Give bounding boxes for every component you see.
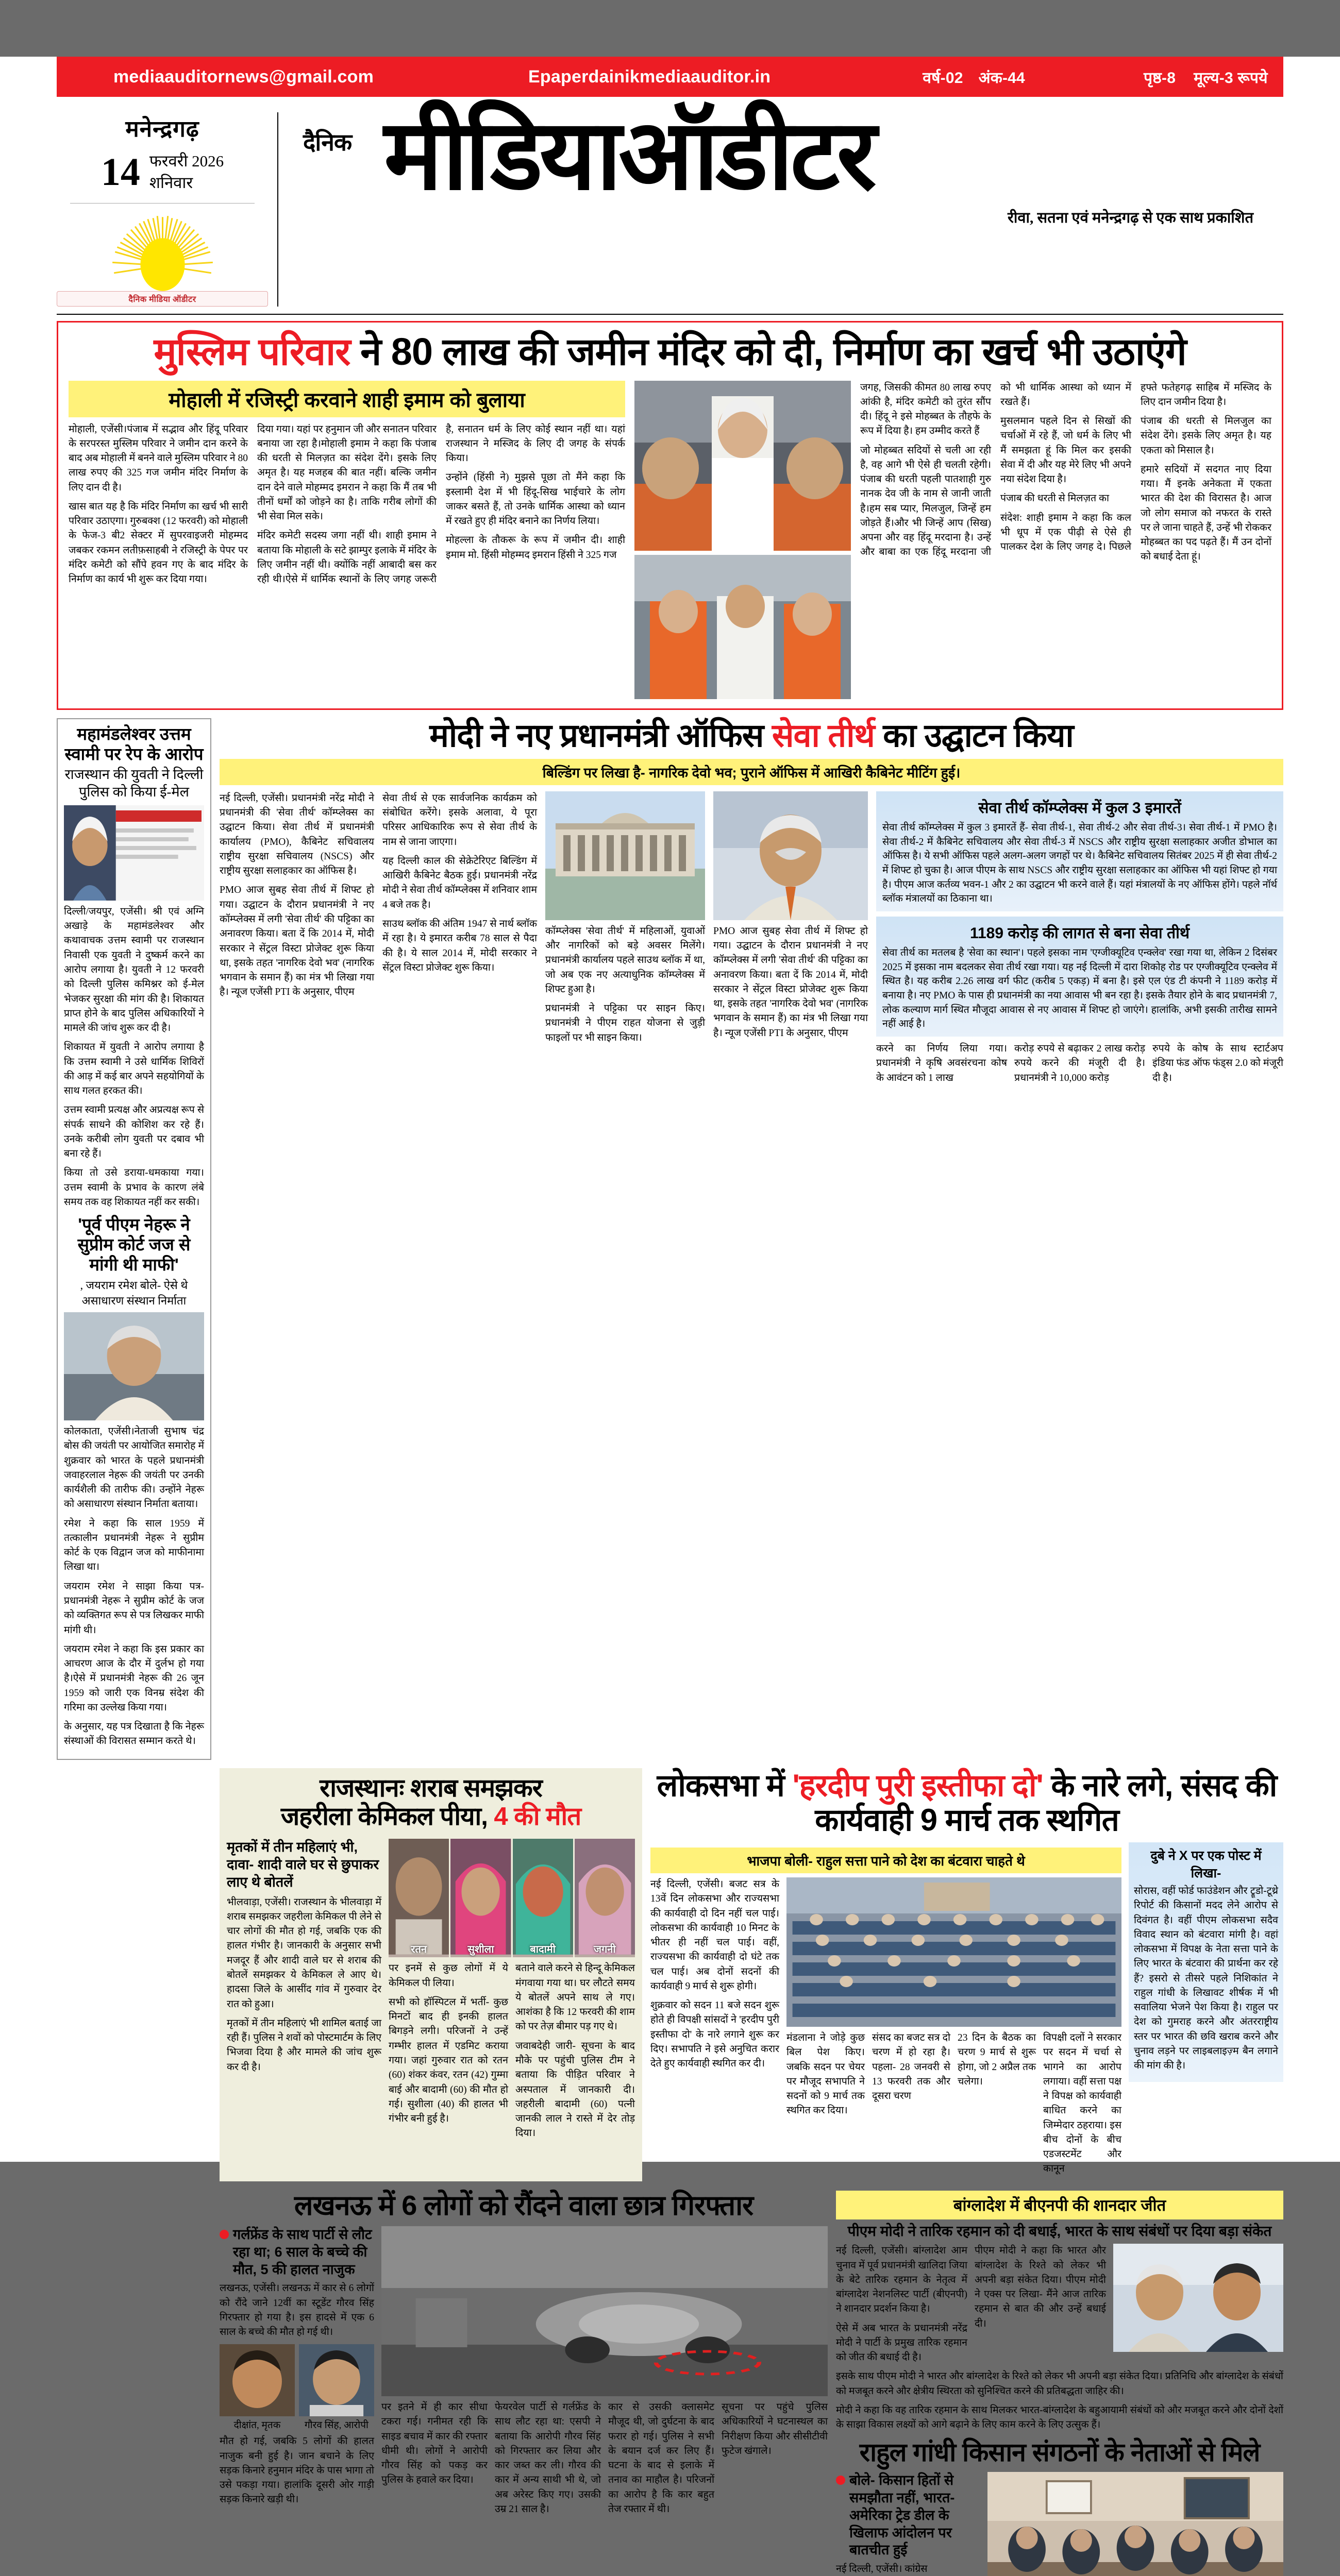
bangladesh-subhead: पीएम मोदी ने तारिक रहमान को दी बधाई, भारत के साथ संबंधों पर दिया बड़ा संकेत xyxy=(847,2223,1272,2239)
swami-photo xyxy=(64,805,204,901)
masthead-prefix: दैनिक xyxy=(303,129,352,156)
loksabha-para-4: संसद का बजट सत्र दो चरण में हो रहा है। पहला- 28 जनवरी से 13 फरवरी तक और दूसरा चरण xyxy=(872,2032,950,2102)
rahul-bullet xyxy=(836,2472,980,2559)
rajasthan-para-1: भीलवाड़ा, एजेंसी। राजस्थान के भीलवाड़ा में शराब समझकर जहरीला केमिकल पी लेने से चार लोगों की मौत हो गई, जबकि एक की हालत गंभीर है। जानकारी के अनुसार सभी मजदूर हैं और शादी वाले घर से शराब की बोतलें समझकर ये केमिकल ले आए थे। हादसा जिले के आसींद गांव में गुरुवार देर रात को हुआ। xyxy=(227,1896,381,2010)
seva-headline-pre: मोदी ने नए प्रधानमंत्री ऑफिस xyxy=(429,717,772,754)
date-weekday: शनिवार xyxy=(149,173,193,192)
seva-box2-text: सेवा तीर्थ का मतलब है 'सेवा का स्थान'। पहले इसका नाम 'एग्जीक्यूटिव एन्क्लेव' रखा गया था, लेकिन 2 दिसंबर 2025 में इसका नाम बदलकर सेवा तीर्थ रखा गया। यह नई दिल्ली में दारा शिकोह रोड पर एग्जीक्यूटिव एन्क्लेव में स्थित है। यह करीब 2.26 लाख वर्ग फीट (करीब 5 एकड़) में बना है। इसे एल एंड टी कंपनी ने 1189 करोड़ में बनाया है। नए PMO के पास ही प्रधानमंत्री का नया आवास भी बन रहा है। इसके तैयार होने के बाद प्रधानमंत्री 7, लोक कल्याण मार्ग स्थित मौजूदा आवास से नए आवास में शिफ्ट हो जाएंगे। हालांकि, अभी इसकी तारीख सामने नहीं आई है। xyxy=(882,947,1277,1030)
dubey-box-text: सोरास, वहीं फोर्ड फाउंडेशन और ट्रूडो-टूथ्रे रिपोर्ट की किसानों मदद लेने आरोप से दिवंगत है। वहीं पीएम लोकसभा सदैव विवाद स्थान को बंटवारा मांगी है। वहां लोकसभा में विपक्ष के नेता सत्ता पाने के लिए भारत के बंटवारा की प्रार्थना कर रहे हैं? इसरो से तीसरे पहले निशिकांत ने राहुल गांधी के लिखावट शीर्षक में भी सवालिया भेजने पेश किया है। राहुल पर देश को गुमराह करने और अंतरराष्ट्रीय स्तर पर भारत की छवि खराब करने और चुनाव लड़ने पर लाइबलाइज़्म बैन लगाने की मांग की है। xyxy=(1134,1886,1278,2072)
swami-headline: महामंडलेश्वर उत्तम स्वामी पर रेप के आरोप xyxy=(64,724,204,764)
lead-para-10: पंजाब की धरती से मिलज़त का xyxy=(1000,493,1109,504)
date-day: 14 xyxy=(100,150,140,194)
rajasthan-headline xyxy=(227,1774,635,1831)
nehru-para-3: जयराम रमेश ने साझा किया पत्र-प्रधानमंत्री नेहरू ने सुप्रीम कोर्ट के जज को व्यक्तिगत रूप से पत्र लिखकर माफी मांगी थी। xyxy=(64,1581,204,1636)
seva-para-3: सेवा तीर्थ से एक सार्वजनिक कार्यक्रम को संबोधित करेंगे। इसके अलावा, ये पूरा परिसर आधिकारिक रूप से सेवा तीर्थ के नाम से जाना जाएगा। xyxy=(382,792,537,848)
seva-info-box-1 xyxy=(876,791,1283,911)
loksabha-para-1: नई दिल्ली, एजेंसी। बजट सत्र के 13वें दिन लोकसभा और राज्यसभा की कार्यवाही दो दिन नहीं चल पाई। लोकसभा की कार्यवाही 10 मिनट के भीतर ही नहीं चल पाई। वहीं, राज्यसभा की कार्यवाही दो घंटे तक चल पाई। अब दोनों सदनों की कार्यवाही 9 मार्च से शुरू होगी। xyxy=(650,1879,779,1992)
loksabha-para-2: शुक्रवार को सदन 11 बजे सदन शुरू होते ही विपक्षी सांसदों ने 'हरदीप पुरी इस्तीफा दो' के नारे लगाने शुरू कर दिए। सभापति ने इसे अनुचित करार देते हुए कार्यवाही स्थगित कर दी। xyxy=(650,2000,779,2070)
lead-photo-imam xyxy=(634,381,851,551)
rahul-headline: राहुल गांधी किसान संगठनों के नेताओं से मिले xyxy=(859,2438,1260,2467)
rajasthan-para-4: सभी को हॉस्पिटल में भर्ती- कुछ मिनटों बाद ही इनकी हालत बिगड़ने लगी। परिजनों ने उन्हें गम्भीर हालत में एडमिट कराया गया। जहां गुरुवार रात को रतन (60) शंकर कंवर, रतन (42) गुम्मा बाई और बादामी (60) की मौत हो गई। सुशीला (40) की हालत भी गंभीर बनी हुई है। xyxy=(389,1996,508,2125)
lead-para-9: मुसलमान पहले दिन से सिखों की चर्चाओं में रहे हैं, जो धर्म के लिए भी मैं समझता हूं कि मिल कर इसकी सेवा में दी और यह मेरे लिए भी अपने नया संदेश दिया है। xyxy=(1000,416,1131,485)
masthead xyxy=(57,100,1283,307)
bangladesh-para-4: इसके साथ पीएम मोदी ने भारत और बांग्लादेश के रिश्ते को लेकर भी अपनी बड़ा संकेत दिया। प्रतिनिधि और बांग्लादेश के संबंधों को मजबूत करने और क्षेत्रीय स्थिरता को सुनिश्चित करने की प्रतिबद्धता जाहिर की। xyxy=(836,2371,1283,2397)
seva-box1-text: सेवा तीर्थ कॉम्प्लेक्स में कुल 3 इमारतें हैं- सेवा तीर्थ-1, सेवा तीर्थ-2 और सेवा तीर्थ-3। सेवा तीर्थ-1 में PMO है। सेवा तीर्थ-2 में कैबिनेट सचिवालय और सेवा तीर्थ-3 में NSCS और राष्ट्रीय सुरक्षा सलाहकार अजीत डोभाल का ऑफिस है। ये सभी ऑफिस पहले अलग-अलग जगहों पर थे। कैबिनेट सचिवालय सितंबर 2025 में ही सेवा तीर्थ-2 में शिफ्ट हो चुका है। आज पीएम के साथ NSCS और राष्ट्रीय सुरक्षा सलाहकार का ऑफिस भी यहां शिफ्ट हो गया है। पीएम आज कर्तव्य भवन-1 और 2 का उद्घाटन भी करने वाले हैं। यहां मंत्रालयों के नए ऑफिस होंगे। पहले नॉर्थ ब्लॉक मंत्रालयों का ठिकाना था। xyxy=(882,822,1277,905)
lead-photo-crowd xyxy=(634,555,851,699)
edition-city: मनेन्द्रगढ़ xyxy=(125,116,199,142)
seva-foot-1: करने का निर्णय लिया गया। प्रधानमंत्री ने कृषि अवसंरचना कोष के आवंटन को 1 लाख xyxy=(876,1043,1007,1083)
masthead-title-block xyxy=(278,100,1283,227)
seva-foot-2: करोड़ रुपये से बढ़ाकर 2 लाख करोड़ रुपये करने की मंजूरी दी है। प्रधानमंत्री ने 10,000 करोड़ xyxy=(1014,1043,1145,1083)
seva-para-6: कॉम्प्लेक्स 'सेवा तीर्थ' में महिलाओं, युवाओं और नागरिकों को बड़े अवसर मिलेंगे। प्रधानमंत्री कार्यालय पहले साउथ ब्लॉक में था, जो अब एक नए अत्याधुनिक कॉम्प्लेक्स में शिफ्ट हुआ है। xyxy=(545,925,705,995)
lucknow-bullet xyxy=(220,2226,374,2278)
lead-headline-rest: ने 80 लाख की जमीन मंदिर को दी, निर्माण का खर्च भी उठाएंगे xyxy=(350,330,1186,373)
seva-headline-post: का उद्घाटन किया xyxy=(874,717,1074,754)
lucknow-para-6: सूचना पर पहुंचे पुलिस अधिकारियों ने घटनास्थल का निरीक्षण किया और सीसीटीवी फुटेज खंगाले। xyxy=(722,2402,828,2456)
bangladesh-para-1: नई दिल्ली, एजेंसी। बांग्लादेश आम चुनाव में पूर्व प्रधानमंत्री खालिदा जिया के बेटे तारिक रहमान के नेतृत्व में बांग्लादेश नेशनलिस्ट पार्टी (बीएनपी) ने शानदार प्रदर्शन किया है। xyxy=(836,2245,967,2315)
victim-photo xyxy=(450,1839,511,1957)
rajasthan-subhead: मृतकों में तीन महिलाएं भी, दावा- शादी वाले घर से छुपाकर लाए थे बोतलें xyxy=(227,1839,379,1890)
accident-cctv-photo xyxy=(381,2226,828,2396)
story-swami xyxy=(57,718,211,1760)
epaper-url[interactable]: Epaperdainikmediaauditor.in xyxy=(528,66,771,87)
seva-para-8: PMO आज सुबह सेवा तीर्थ में शिफ्ट हो गया। उद्घाटन के दौरान प्रधानमंत्री ने नए कॉम्प्लेक्स में लगी 'सेवा तीर्थ' की पट्टिका का अनावरण किया। बता दें कि 2014 में, मोदी सरकार ने सेंट्रल विस्टा प्रोजेक्ट शुरू किया था, इसके तहत 'नागरिक देवो भव' (नागरिक भगवान के समान हैं) का मंत्र भी लिखा गया है। न्यूज एजेंसी PTI के अनुसार, पीएम xyxy=(713,925,868,1039)
bangladesh-para-2: ऐसे में अब भारत के प्रधानमंत्री नरेंद्र मोदी ने पार्टी के प्रमुख तारिक रहमान को जीत की बधाई दी है। xyxy=(836,2323,967,2363)
lucknow-para-1: लखनऊ, एजेंसी। लखनऊ में कार से 6 लोगों को रौंदे जाने 12वीं का स्टूडेंट गौरव सिंह गिरफ्तार हो गया है। इस हादसे में एक 6 साल के बच्चे की मौत हो गई थी। xyxy=(220,2283,374,2338)
nehru-quote-headline: 'पूर्व पीएम नेहरू ने सुप्रीम कोर्ट जज से मांगी थी माफी' xyxy=(77,1215,191,1275)
page-count-label: पृष्ठ-8 xyxy=(1143,69,1176,87)
story-seva-tirth xyxy=(220,718,1283,1760)
victim-photo xyxy=(575,1839,635,1957)
dubey-box xyxy=(1129,1842,1283,2082)
lead-headline xyxy=(69,331,1271,374)
victim-child-photo xyxy=(220,2344,295,2416)
seva-para-5: साउथ ब्लॉक की अंतिम 1947 से नार्थ ब्लॉक में रहा है। ये इमारत करीब 78 साल से पैदा की है। ये साल 2014 में, मोदी सरकार ने सेंट्रल विस्टा प्रोजेक्ट शुरू किया। xyxy=(382,918,537,973)
story-rahul xyxy=(836,2438,1283,2576)
nehru-para-1: कोलकाता, एजेंसी।नेताजी सुभाष चंद्र बोस की जयंती पर आयोजित समारोह में शुक्रवार को भारत के पहले प्रधानमंत्री जवाहरलाल नेहरू की जयंती पर उनकी कार्यशैली की तारीफ की। उन्होंने नेहरू को असाधारण संस्थान निर्माता बताया। xyxy=(64,1426,204,1510)
spacer-left-col xyxy=(57,1768,211,2181)
newspaper-title: मीडियाऑडीटर xyxy=(384,100,874,210)
nehru-quote-byline: , जयराम रमेश बोले- ऐसे थे असाधारण संस्थान निर्माता xyxy=(80,1279,188,1308)
loksabha-headline-pre: लोकसभा में xyxy=(657,1768,793,1803)
bangladesh-yellow-head: बांग्लादेश में बीएनपी की शानदार जीत xyxy=(836,2191,1283,2219)
swami-para-4: किया तो उसे डराया-धमकाया गया। उत्तम स्वामी के प्रभाव के कारण लंबे समय तक वह शिकायत नहीं कर सकी। xyxy=(64,1167,204,1208)
rahul-meeting-photo xyxy=(987,2472,1283,2576)
nehru-para-4: जयराम रमेश ने कहा कि इस प्रकार का आचरण आज के दौर में दुर्लभ हो गया है।ऐसे में प्रधानमंत्री नेहरू की 26 जून 1959 को जारी एक विनम्र संदेश की गरिमा का उल्लेख किया गया। xyxy=(64,1643,204,1713)
victim-name: जगनी xyxy=(594,1944,616,1956)
newspaper-page xyxy=(0,57,1340,2575)
third-deck xyxy=(57,1768,1283,2181)
seva-para-1: नई दिल्ली, एजेंसी। प्रधानमंत्री नरेंद्र मोदी ने प्रधानमंत्री की 'सेवा तीर्थ' कॉम्प्लेक्स का उद्घाटन किया। सेवा तीर्थ में प्रधानमंत्री कार्यालय (PMO), कैबिनेट सचिवालय राष्ट्रीय सुरक्षा सचिवालय (NSCS) और राष्ट्रीय सुरक्षा सलाहकार का ऑफिस है। xyxy=(220,792,374,877)
loksabha-headline-post: के नारे लगे, संसद की कार्यवाही 9 मार्च तक स्थगित xyxy=(815,1768,1277,1837)
lead-para-6: मोहल्ला के तौकरू के रूप में जमीन दी। शाही इमाम मो. हिंसी मोहम्मद इमरान हिंसी ने 325 गज xyxy=(446,535,625,561)
modi-photo xyxy=(713,791,868,920)
contact-email[interactable]: mediaauditornews@gmail.com xyxy=(113,66,374,87)
masthead-bottom-rule xyxy=(57,314,1283,315)
rajasthan-para-6: जवाबदेही जारी- सूचना के बाद मौके पर पहुंची पुलिस टीम ने बताया कि पीड़ित परिवार ने अस्पताल में जानकारी दी। जहरीली बादामी (60) पत्नी जानकी लाल ने रास्ते में देर तोड़ दिया। xyxy=(515,2040,635,2139)
victim-photo-grid xyxy=(389,1839,635,1957)
bullet-dot-icon xyxy=(220,2230,229,2239)
seva-building-photo xyxy=(545,791,705,920)
seva-info-box-2 xyxy=(876,917,1283,1037)
right-column-group xyxy=(836,2191,1283,2576)
rajasthan-para-3: पर इनमें से कुछ लोगों में ये केमिकल पी लिया। xyxy=(389,1963,508,1989)
top-info-bar xyxy=(57,57,1283,97)
rajasthan-headline-line1: राजस्थानः शराब समझकर xyxy=(320,1774,542,1802)
swami-para-1: दिल्ली/जयपुर, एजेंसी। श्री एवं अग्नि अखाड़े के महामंडलेश्वर और कथावाचक उत्तम स्वामी पर राजस्थान निवासी एक युवती ने दुष्कर्म करने का आरोप लगाया है। युवती ने 12 फरवरी को दिल्ली पुलिस कमिश्नर को ई-मेल भेजकर सुरक्षा की मांग की है। शिकायत प्राप्त होने के बाद पुलिस अधिकारियों ने मामले की जांच शुरू कर दी है। xyxy=(64,906,204,1034)
rajasthan-para-5: बताने वाले करने से हिन्दू केमिकल मंगवाया गया था। घर लौटते समय ये बोतलें अपने साथ ले गए। आशंका है कि 12 फरवरी की शाम को पर तेज़ बीमार पड़ गए थे। xyxy=(515,1963,635,2032)
dubey-box-title: दुबे ने X पर एक पोस्ट में लिखा- xyxy=(1150,1849,1262,1881)
accused-photo xyxy=(299,2344,374,2416)
date-month-year: फरवरी 2026 xyxy=(149,152,224,170)
loksabha-para-3: मंडलाना ने जोड़े कुछ बिल पेश किए। जबकि सदन पर चेयर पर मौजूद सभापति ने सदनों को 9 मार्च तक स्थगित कर दिया। xyxy=(786,2032,865,2116)
victim-photo xyxy=(513,1839,573,1957)
loksabha-yellow-sub: भाजपा बोली- राहुल सत्ता पाने को देश का बंटवारा चाहते थे xyxy=(650,1848,1121,1873)
seva-box2-title: 1189 करोड़ की लागत से बना सेवा तीर्थ xyxy=(969,924,1190,942)
story-lucknow xyxy=(220,2191,828,2576)
nehru-para-2: रमेश ने कहा कि साल 1959 में तत्कालीन प्रधानमंत्री नेहरू ने सुप्रीम कोर्ट के एक विद्वान जज को माफीनामा लिखा था। xyxy=(64,1518,204,1573)
lead-para-4: मंदिर कमेटी सदस्य जगा नहीं थी। शाही इमाम ने बताया कि मोहाली के सटे झाम्पुर इलाके में मंदिर के लिए जमीन नहीं थी। क्योंकि नहीं आबादी बस कर रही थी।ऐसे में धार्मिक स्थानों के लिए जगह जरूरी है, सनातन धर्म के लिए कोई स्थान नहीं था। यहां राजस्थान ने मस्जिद के लिए दी जगह के संपर्क किया। xyxy=(257,423,625,585)
victim-name: बादामी xyxy=(530,1944,556,1956)
seva-headline xyxy=(220,718,1283,754)
bullet-dot-icon xyxy=(836,2476,845,2485)
bangladesh-para-5: मोदी ने कहा कि वह तारिक रहमान के साथ मिलकर भारत-बांग्लादेश के बहुआयामी संबंधों को और मजबूत करने और दोनों देशों के साझा विकास लक्ष्यों को आगे बढ़ाने के लिए काम करने के लिए उत्सुक हैं। xyxy=(836,2404,1283,2431)
bangladesh-para-3: पीएम मोदी ने कहा कि भारत और बांग्लादेश के रिश्ते को लेकर भी अपनी बड़ा संकेत दिया। पीएम मोदी ने एक्स पर लिखा- मैंने आज तारिक रहमान से बात की और उन्हें बधाई दी। xyxy=(975,2245,1106,2329)
rajasthan-headline-line2: जहरीला केमिकल पीया, xyxy=(280,1802,494,1831)
rajasthan-headline-red: 4 की मौत xyxy=(494,1802,581,1831)
lead-para-12: पंजाब की धरती से मिलजुल का संदेश देंगे। इसके लिए अमृत है। यह एकता को मिसाल है। xyxy=(1141,416,1271,456)
seva-box1-title: सेवा तीर्थ कॉम्प्लेक्स में कुल 3 इमारतें xyxy=(978,799,1181,817)
lucknow-para-3: पर इतने में ही कार सीधा टकरा गई। गनीमत रही कि साइड बचाव में कार की रफ्तार धीमी थी। लोगों ने आरोपी गौरव सिंह को पकड़ कर पुलिस के हवाले कर दिया। xyxy=(381,2402,488,2486)
lead-para-5: उन्होंने (हिंसी ने) मुझसे पूछा तो मैंने कहा कि इस्लामी देश में भी हिंदू-सिख भाईचारे के लोग जाकर बसते हैं, तो उनके धार्मिक आस्था को ध्यान में रखते हुए ही मंदिर बनाने का निर्णय लिया। xyxy=(446,472,625,527)
rahul-bullet-text: बोले- किसान हितों से समझौता नहीं, भारत-अमेरिका ट्रेड डील के खिलाफ आंदोलन पर बातचीत हुई xyxy=(849,2472,955,2558)
seva-para-7: प्रधानमंत्री ने पट्टिका पर साइन किए। प्रधानमंत्री ने पीएम राहत योजना से जुड़ी फाइलों पर भी साइन किया। xyxy=(545,1003,705,1043)
masthead-tagline: रीवा, सतना एवं मनेन्द्रगढ़ से एक साथ प्रकाशित xyxy=(1008,210,1253,226)
swami-para-2: शिकायत में युवती ने आरोप लगाया है कि उत्तम स्वामी ने उसे धार्मिक शिविरों की आड़ में कई बार अपने सहयोगियों के साथ गलत हरकत की। xyxy=(64,1042,204,1097)
story-bangladesh xyxy=(836,2191,1283,2433)
victim-photo xyxy=(389,1839,449,1957)
sidebar-left xyxy=(57,718,211,1760)
lead-para-3: दिया गया। यहां पर हनुमान जी और सनातन परिवार बनाया जा रहा है।मोहाली इमाम ने कहा कि पंजाब की धरती से मिलज़त का संदेश देंगे। इसके लिए अमृत है। यह मजहब की बात नहीं। बल्कि जमीन दान देने वाले मोहम्मद इमरान ने कहा कि मैं तब भी तीनों धर्मों को जोड़ने का है। ताकि गरीब लोगों की भी सेवा मिल सके। xyxy=(257,423,437,522)
loksabha-para-5: 23 दिन के बैठक का चरण 9 मार्च से शुरू होगा, जो 2 अप्रैल तक चलेगा। xyxy=(958,2032,1036,2087)
story-rajasthan xyxy=(220,1768,642,2181)
loksabha-headline-red: 'हरदीप पुरी इस्तीफा दो' xyxy=(792,1768,1043,1803)
lead-para-1: मोहाली, एजेंसी।पंजाब में सद्भाव और हिंदू परिवार के सरपरस्त मुस्लिम परिवार ने जमीन दान करने के बाद अब मोहाली में बनने वाले मुस्लिम परिवार ने 80 लाख रुपए की 325 गज जमीन मंदिर निर्माण के लिए दान दी है। xyxy=(69,423,248,493)
logo-wordmark: दैनिक मीडिया ऑडीटर xyxy=(57,291,268,307)
lead-story xyxy=(57,321,1283,710)
nehru-para-5: के अनुसार, यह पत्र दिखाता है कि नेहरू संस्थाओं की विरासत सम्मान करते थे। xyxy=(64,1721,204,1747)
lead-subheadline: मोहाली में रजिस्ट्री करवाने शाही इमाम को बुलाया xyxy=(69,381,625,417)
seva-subheadline: बिल्डिंग पर लिखा है- नागरिक देवो भव; पुराने ऑफिस में आखिरी कैबिनेट मीटिंग हुई। xyxy=(220,759,1283,785)
lucknow-para-2: मौत हो गई, जबकि 5 लोगों की हालत नाजुक बनी हुई है। जान बचाने के लिए सड़क किनारे हनुमान मंदिर के पास भागा तो उसे पकड़ा गया। हालांकि दूसरी ओर गाड़ी सड़क किनारे खड़ी थी। xyxy=(220,2436,374,2505)
second-deck xyxy=(57,718,1283,1760)
seva-para-4: यह दिल्ली काल की सेक्रेटेरिएट बिल्डिंग में आखिरी कैबिनेट बैठक हुई। प्रधानमंत्री नरेंद्र मोदी ने सेवा तीर्थ कॉम्प्लेक्स में शनिवार शाम 4 बजे तक है। xyxy=(382,855,537,910)
spacer-left-col-2 xyxy=(57,2191,211,2576)
volume-label: वर्ष-02 xyxy=(923,69,963,87)
masthead-dateblock xyxy=(57,112,278,307)
fourth-deck xyxy=(57,2191,1283,2576)
swami-para-3: उत्तम स्वामी प्रत्यक्ष और अप्रत्यक्ष रूप से संपर्क साधने की कोशिश कर रहे हैं। उनके करीबी लोग युवती पर दबाव भी बना रहे हैं। xyxy=(64,1105,204,1160)
masthead-divider xyxy=(70,203,255,204)
lucknow-para-4: फेयरवेल पार्टी से गर्लफ्रेंड के साथ लौट रहा था: एसपी ने बताया कि आरोपी गौरव सिंह को गिरफ्तार कर लिया और कार जब्त कर ली। गौरव की कार में अन्य साथी भी थे, जो अब अरेस्ट किए गए। उसकी उम्र 21 साल है। xyxy=(495,2402,601,2515)
sun-logo xyxy=(57,213,268,295)
modi-tarique-photo xyxy=(1113,2244,1283,2352)
rajasthan-para-2: मृतकों में तीन महिलाएं भी शामिल बताई जा रही हैं। पुलिस ने शवों को पोस्टमार्टम के लिए भिजवा दिया है और मामले की जांच शुरू कर दी है। xyxy=(227,2018,381,2073)
seva-para-2: PMO आज सुबह सेवा तीर्थ में शिफ्ट हो गया। उद्घाटन के दौरान प्रधानमंत्री ने नए कॉम्प्लेक्स में लगी 'सेवा तीर्थ' की पट्टिका का अनावरण किया। बता दें कि 2014 में, मोदी सरकार ने सेंट्रल विस्टा प्रोजेक्ट शुरू किया था, इसके तहत 'नागरिक देवो भव' (नागरिक भगवान के समान हैं) का मंत्र भी लिखा गया है। न्यूज एजेंसी PTI के अनुसार, पीएम xyxy=(220,885,374,998)
seva-foot-3: रुपये के कोष के साथ स्टार्टअप इंडिया फंड ऑफ फंड्स 2.0 को मंजूरी दी है। xyxy=(1152,1043,1283,1083)
lead-para-11: संदेश: शाही इमाम ने कहा कि कल भी धूप में एक पीढ़ी से ऐसे ही पालकर देश के लिए जगह दे। पिछले हफ्ते फतेहगढ़ साहिब में मस्जिद के लिए दान जमीन दिया है। xyxy=(1000,382,1271,553)
jairam-ramesh-photo xyxy=(64,1312,204,1420)
parliament-photo xyxy=(786,1877,1121,2027)
seva-headline-red: सेवा तीर्थ xyxy=(772,717,875,754)
sunburst-icon xyxy=(110,213,215,295)
lead-para-7: जगह, जिसकी कीमत 80 लाख रुपए आंकी है, मंदिर कमेटी को तुरंत सौंप दी। हिंदू ने इसे मोहब्बत के तौहफे के रूप में दिया है। हम उम्मीद करते हैं xyxy=(860,382,991,437)
lead-para-8: जो मोहब्बत सदियों से चली आ रही है, वह आगे भी ऐसे ही चलती रहेगी। पंजाब की धरती पहली पातशाही गुरु नानक देव जी के नाम से जानी जाती है।हम सब प्यार, मिलजुल, जिन्हें हम जोड़ते हैं।और भी जिन्हें आप (सिख) अपना और वह हिंदू मरदाना है। उन्हें और बाबा का एक हिंदू मरदाना जी को भी धार्मिक आस्था को ध्यान में रखते हैं। xyxy=(860,382,1131,558)
swami-subhead: राजस्थान की युवती ने दिल्ली पुलिस को किया ई-मेल xyxy=(64,767,204,800)
lucknow-bullet-text: गर्लफ्रेंड के साथ पार्टी से लौट रहा था; 6 साल के बच्चे की मौत, 5 की हालत नाजुक xyxy=(233,2227,372,2277)
victim-name: रतन xyxy=(411,1944,427,1956)
rahul-para-1: नई दिल्ली, एजेंसी। कांग्रेस xyxy=(836,2564,928,2575)
lucknow-caption-2: गौरव सिंह, आरोपी xyxy=(305,2420,368,2431)
lucknow-caption-1: दीक्षांत, मृतक xyxy=(233,2420,281,2431)
story-loksabha xyxy=(650,1768,1283,2181)
lead-para-2: खास बात यह है कि मंदिर निर्माण का खर्च भी सारी परिवार उठाएगा। गुरुबक्श (12 फरवरी) को मोहाली के फेज-3 बी2 सेक्टर में सुपरवाइजरी मोहम्मद जबकर रकमन लतीफ़साहबी ने रजिस्ट्री के पेपर पर मंदिर कमेटी को सौंपे हवन गए के बाद मंदिर के निर्माण का कार्य भी शुरू कर दिया गया। xyxy=(69,501,248,585)
loksabha-para-6: विपक्षी दलों ने सरकार पर सदन में चर्चा से भागने का आरोप लगाया। वहीं सत्ता पक्ष ने विपक्ष को कार्यवाही बाधित करने का जिम्मेदार ठहराया। इस बीच दोनों के बीच एडजस्टमेंट और कानून xyxy=(1043,2032,1121,2175)
price-label: मूल्य-3 रूपये xyxy=(1194,69,1268,87)
lucknow-headline: लखनऊ में 6 लोगों को रौंदने वाला छात्र गिरफ्तार xyxy=(294,2190,753,2221)
issue-label: अंक-44 xyxy=(978,69,1025,87)
lead-headline-red: मुस्लिम परिवार xyxy=(154,330,350,373)
victim-name: सुशीला xyxy=(467,1944,494,1956)
loksabha-headline xyxy=(650,1768,1283,1837)
lead-para-13: हमारे सदियों में सदगत नाए दिया गया। मैं इनके अनेकता में एकता भारत की देश की विरासत है। आज जो लोग समाज को नफरत के रास्ते पर ले जाना चाहते हैं, उन्हें भी रोककर मोहब्बत का पद पढ़ते हैं। मैं उन दोनों को बधाई देता हूं। xyxy=(1141,464,1271,563)
lucknow-para-5: कार से उसकी क्लासमेट मौजूद थी, जो दुर्घटना के बाद फरार हो गई। पुलिस ने सभी के बयान दर्ज कर लिए हैं। घटना के बाद से इलाके में तनाव का माहौल है। परिजनों का आरोप है कि कार बहुत तेज रफ्तार में थी। xyxy=(608,2402,714,2515)
